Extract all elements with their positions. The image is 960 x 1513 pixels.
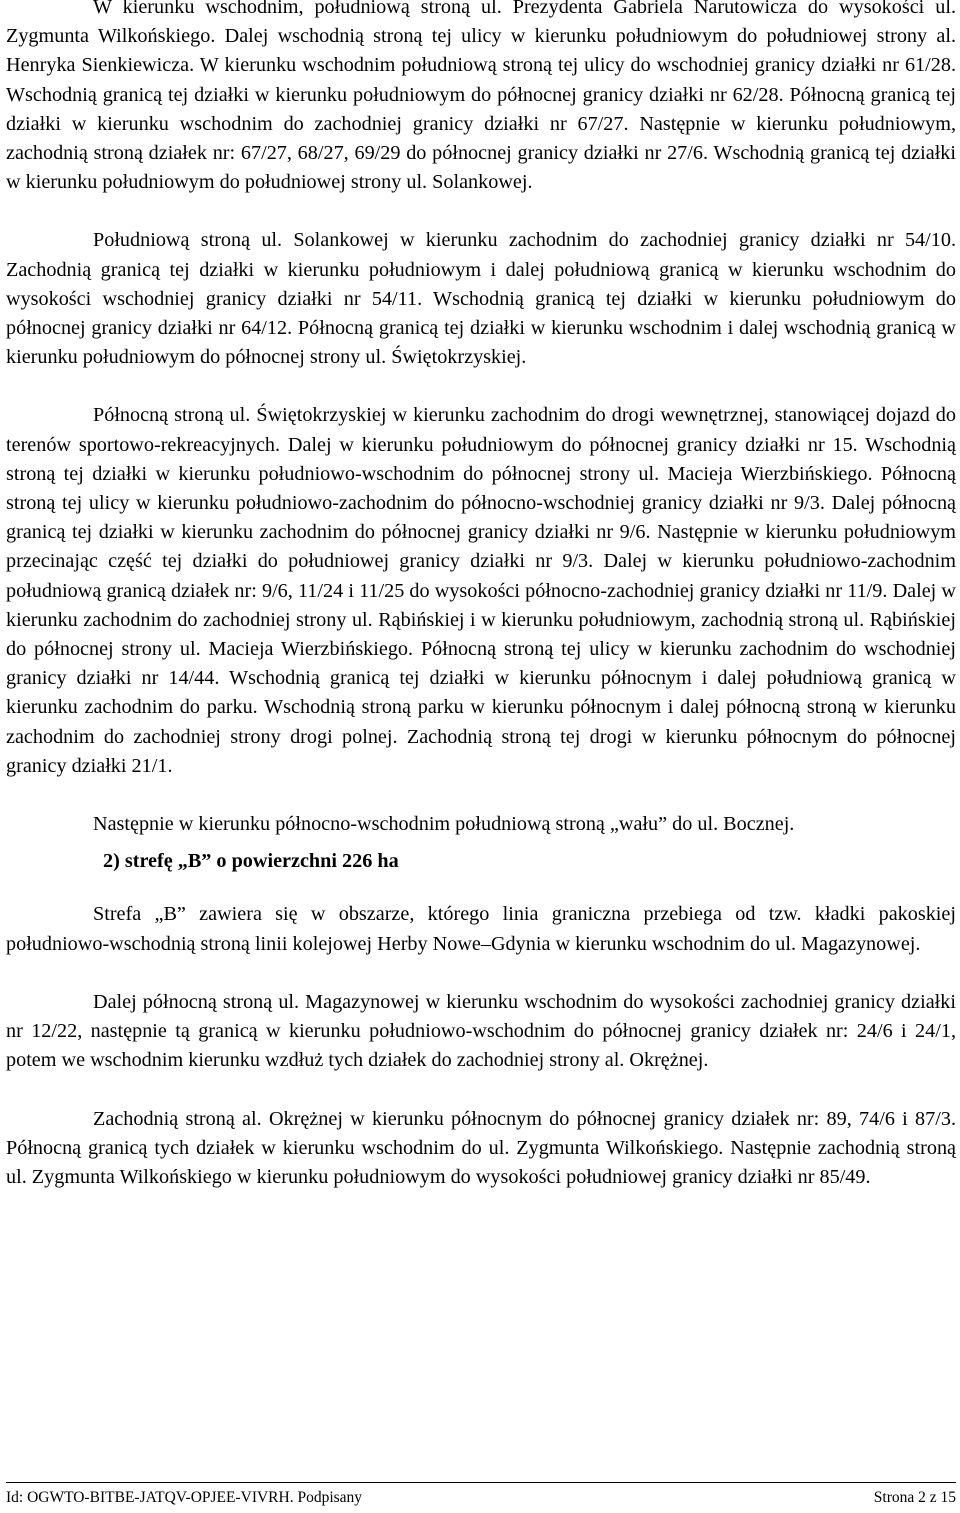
paragraph-zone-b-1: Strefa „B” zawiera się w obszarze, którego linia graniczna przebiega od tzw. kładki pakoskiej południowo-wschodnią stroną linii kolejowej Herby Nowe–Gdynia w kierunku wschodnim do ul. Magazynowej.	[6, 903, 956, 955]
page-footer	[6, 1488, 956, 1508]
zone-b-heading: 2) strefę „B” o powierzchni 226 ha	[103, 850, 399, 873]
paragraph-zone-a-1: W kierunku wschodnim, południową stroną ul. Prezydenta Gabriela Narutowicza do wysokości ul. Zygmunta Wilkońskiego. Dalej wschodnią stroną tej ulicy w kierunku południowym do południowej strony al. Henryka Sienkiewicza. W kierunku wschodnim południową stroną tej ulicy do wschodniej granicy działki nr 61/28. Wschodnią granicą tej działki w kierunku południowym do północnej granicy działki nr 62/28. Północną granicą tej działki w kierunku wschodnim do zachodniej granicy działki nr 67/27. Następnie w kierunku południowym, zachodnią stroną działek nr: 67/27, 68/27, 69/29 do północnej granicy działki nr 27/6. Wschodnią granicą tej działki w kierunku południowym do południowej strony ul. Solankowej.	[6, 0, 956, 194]
paragraph-zone-a-4: Następnie w kierunku północno-wschodnim południową stroną „wału” do ul. Bocznej.	[93, 813, 795, 836]
paragraph-zone-b-3: Zachodnią stroną al. Okrężnej w kierunku północnym do północnej granicy działek nr: 89, 74/6 i 87/3. Północną granicą tych działek w kierunku wschodnim do ul. Zygmunta Wilkońskiego. Następnie zachodnią stroną ul. Zygmunta Wilkońskiego w kierunku południowym do wysokości południowej granicy działki nr 85/49.	[6, 1107, 956, 1188]
page-number: Strona 2 z 15	[873, 1489, 956, 1506]
document-body	[6, 0, 956, 1192]
footer-divider	[6, 1482, 956, 1483]
paragraph-zone-a-2: Południową stroną ul. Solankowej w kierunku zachodnim do zachodniej granicy działki nr 54/10. Zachodnią granicą tej działki w kierunku południowym i dalej południową granicą w kierunku wschodnim do wysokości wschodniej granicy działki nr 54/11. Wschodnią granicą tej działki w kierunku południowym do północnej granicy działki nr 64/12. Północną granicą tej działki w kierunku wschodnim i dalej wschodnią granicą w kierunku południowym do północnej strony ul. Świętokrzyskiej.	[6, 229, 956, 369]
document-id: Id: OGWTO-BITBE-JATQV-OPJEE-VIVRH. Podpisany	[6, 1489, 363, 1506]
paragraph-zone-b-2: Dalej północną stroną ul. Magazynowej w kierunku wschodnim do wysokości zachodniej granicy działki nr 12/22, następnie tą granicą w kierunku południowo-wschodnim do północnej granicy działek nr: 24/6 i 24/1, potem we wschodnim kierunku wzdłuż tych działek do zachodniej strony al. Okrężnej.	[6, 990, 956, 1072]
paragraph-zone-a-3: Północną stroną ul. Świętokrzyskiej w kierunku zachodnim do drogi wewnętrznej, stanowiącej dojazd do terenów sportowo-rekreacyjnych. Dalej w kierunku południowym do północnej granicy działki nr 15. Wschodnią stroną tej działki w kierunku południowo-wschodnim do północnej strony ul. Macieja Wierzbińskiego. Północną stroną tej ulicy w kierunku południowo-zachodnim do północno-wschodniej granicy działki nr 9/3. Dalej północną granicą tej działki w kierunku zachodnim do północnej granicy działki nr 9/6. Następnie w kierunku południowym przecinając część tej działki do południowej granicy działki nr 9/3. Dalej w kierunku południowo-zachodnim południową granicą działek nr: 9/6, 11/24 i 11/25 do wysokości północno-zachodniej granicy działki nr 11/9. Dalej w kierunku zachodnim do zachodniej strony ul. Rąbińskiej i w kierunku południowym, zachodnią stroną ul. Rąbińskiej do północnej strony ul. Macieja Wierzbińskiego. Północną stroną tej ulicy w kierunku zachodnim do wschodniej granicy działki nr 14/44. Wschodnią granicą tej działki w kierunku północnym i dalej południową granicą w kierunku zachodnim do parku. Wschodnią stroną parku w kierunku północnym i dalej północną stroną w kierunku zachodnim do zachodniej strony drogi polnej. Zachodnią stroną tej drogi w kierunku północnym do północnej granicy działki 21/1.	[6, 404, 956, 777]
